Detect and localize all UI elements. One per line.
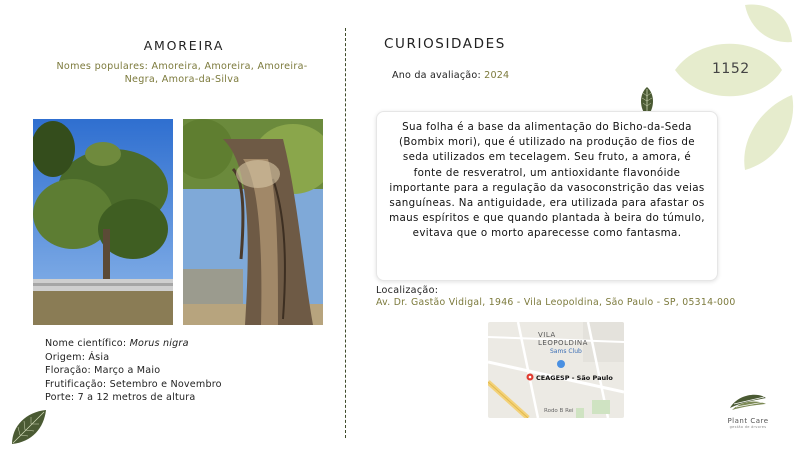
species-title: AMOREIRA: [143, 38, 225, 53]
column-divider: [345, 28, 346, 438]
tree-trunk-photo: [183, 119, 323, 325]
fruiting-row: Frutificação: Setembro e Novembro: [45, 378, 222, 390]
size-row: Porte: 7 a 12 metros de altura: [45, 392, 196, 403]
tree-photo-full: [33, 119, 173, 325]
scientific-name-value: Morus nigra: [129, 338, 189, 349]
scientific-name-row: [45, 337, 222, 351]
tree-code: 1152: [712, 61, 750, 77]
location-label: Localização:: [376, 285, 439, 296]
flowering-row: Floração: Março a Maio: [45, 365, 161, 376]
brand-logo: [722, 392, 774, 429]
leaf-icon-bottom: [8, 408, 48, 446]
popular-names: Nomes populares: Amoreira, Amoreira, Amoreira-Negra, Amora-da-Silva: [56, 61, 308, 85]
section-title: CURIOSIDADES: [384, 36, 506, 52]
species-specs: [45, 337, 222, 405]
curiosity-text: Sua folha é a base da alimentação do Bicho-da-Seda (Bombix mori), que é utilizado na produção de fios de seda utilizados em tecelagem. Seu fruto, a amora, é fonte de resveratrol, um antioxidante flavonóide importante para a regulação da vasoconstrição das veias sanguíneas. Na antiguidade, era utilizada para afastar os maus espíritos e que quando plantada à beira do túmulo, evitava que o morto aparecesse como fantasma.: [376, 111, 718, 281]
map-road-label: Rodo B Rei: [544, 408, 574, 414]
evaluation-year-value: 2024: [484, 70, 510, 81]
map-district-line1: VILA: [538, 331, 556, 339]
evaluation-year: [392, 70, 509, 81]
location-address[interactable]: Av. Dr. Gastão Vidigal, 1946 - Vila Leopoldina, São Paulo - SP, 05314-000: [376, 297, 736, 308]
brand-leaf-icon: [728, 392, 768, 412]
map-poi-sams: Sams Club: [550, 348, 582, 355]
map-district-label: [538, 331, 588, 347]
brand-tagline: gestão de árvores: [729, 425, 767, 429]
map-district-line2: LEOPOLDINA: [538, 339, 588, 347]
origin-row: Origem: Ásia: [45, 351, 110, 363]
evaluation-year-label: Ano da avaliação:: [392, 70, 481, 81]
location-map[interactable]: [488, 322, 624, 418]
scientific-name-label: Nome científico:: [45, 338, 127, 349]
brand-name: Plant Care: [727, 417, 769, 425]
map-poi-ceagesp: CEAGESP - São Paulo: [536, 374, 613, 382]
